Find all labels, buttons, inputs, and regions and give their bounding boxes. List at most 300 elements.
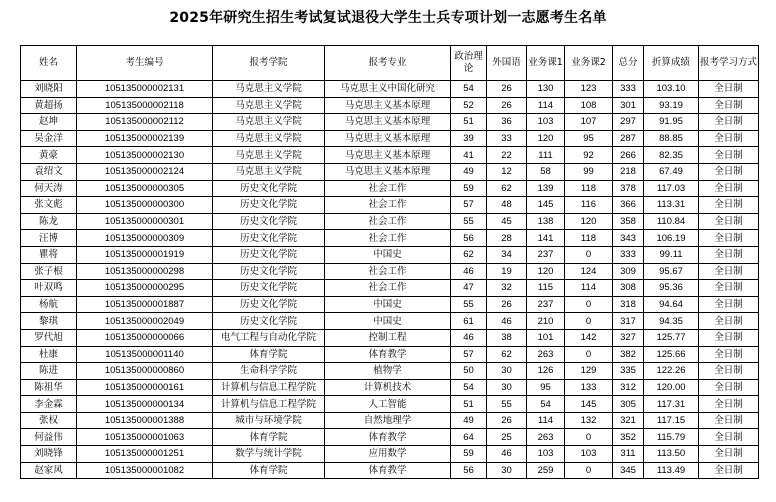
cell-study-mode: 全日制 [699,396,759,413]
cell-politics: 41 [451,147,487,164]
table-row [21,446,759,463]
cell-course-2: 142 [565,329,613,346]
cell-study-mode: 全日制 [699,197,759,214]
cell-name: 陈进 [21,363,77,380]
cell-study-mode: 全日制 [699,114,759,131]
cell-converted-score: 117.15 [644,412,699,429]
cell-name: 赵坤 [21,114,77,131]
table-row [21,429,759,446]
cell-course-2: 95 [565,130,613,147]
cell-politics: 62 [451,246,487,263]
cell-converted-score: 95.36 [644,280,699,297]
cell-major: 社会工作 [325,263,451,280]
cell-converted-score: 67.49 [644,163,699,180]
cell-major: 植物学 [325,363,451,380]
cell-exam-id: 105135000000860 [77,363,213,380]
table-row [21,97,759,114]
cell-name: 张文彪 [21,197,77,214]
cell-course-1: 138 [527,213,565,230]
table-row [21,230,759,247]
table-row [21,180,759,197]
cell-course-2: 92 [565,147,613,164]
cell-politics: 50 [451,363,487,380]
cell-major: 中国史 [325,246,451,263]
cell-study-mode: 全日制 [699,213,759,230]
cell-foreign-language: 55 [487,396,527,413]
cell-course-1: 126 [527,363,565,380]
table-row [21,147,759,164]
cell-major: 人工智能 [325,396,451,413]
cell-foreign-language: 32 [487,280,527,297]
cell-course-1: 210 [527,313,565,330]
cell-course-2: 0 [565,462,613,479]
cell-course-2: 114 [565,280,613,297]
cell-foreign-language: 19 [487,263,527,280]
cell-name: 刘晓锋 [21,446,77,463]
header-total: 总分 [613,46,644,81]
cell-college: 历史文化学院 [213,280,325,297]
cell-college: 城市与环境学院 [213,412,325,429]
cell-foreign-language: 46 [487,446,527,463]
cell-course-2: 124 [565,263,613,280]
cell-converted-score: 110.84 [644,213,699,230]
cell-foreign-language: 12 [487,163,527,180]
cell-college: 马克思主义学院 [213,163,325,180]
cell-college: 马克思主义学院 [213,81,325,98]
cell-study-mode: 全日制 [699,81,759,98]
header-course-1: 业务课1 [527,46,565,81]
table-body [21,81,759,479]
cell-major: 中国史 [325,296,451,313]
cell-college: 历史文化学院 [213,246,325,263]
header-name: 姓名 [21,46,77,81]
table-row [21,363,759,380]
cell-total: 287 [613,130,644,147]
cell-course-1: 114 [527,97,565,114]
table-row [21,197,759,214]
cell-exam-id: 105135000001919 [77,246,213,263]
cell-converted-score: 115.79 [644,429,699,446]
cell-converted-score: 125.77 [644,329,699,346]
cell-study-mode: 全日制 [699,296,759,313]
cell-study-mode: 全日制 [699,462,759,479]
cell-converted-score: 113.49 [644,462,699,479]
cell-total: 327 [613,329,644,346]
cell-major: 社会工作 [325,280,451,297]
cell-name: 杜康 [21,346,77,363]
cell-study-mode: 全日制 [699,147,759,164]
cell-total: 297 [613,114,644,131]
cell-foreign-language: 25 [487,429,527,446]
cell-foreign-language: 62 [487,346,527,363]
cell-college: 体育学院 [213,346,325,363]
cell-politics: 56 [451,230,487,247]
cell-course-1: 58 [527,163,565,180]
cell-study-mode: 全日制 [699,313,759,330]
cell-course-1: 111 [527,147,565,164]
table-row [21,114,759,131]
cell-foreign-language: 62 [487,180,527,197]
table-header-row [21,46,759,81]
cell-course-2: 129 [565,363,613,380]
cell-name: 何益伟 [21,429,77,446]
cell-total: 309 [613,263,644,280]
cell-politics: 49 [451,412,487,429]
cell-exam-id: 105135000000301 [77,213,213,230]
table-row [21,280,759,297]
cell-converted-score: 94.64 [644,296,699,313]
table-row [21,296,759,313]
cell-politics: 55 [451,296,487,313]
cell-politics: 47 [451,280,487,297]
cell-name: 李金霖 [21,396,77,413]
header-major: 报考专业 [325,46,451,81]
cell-total: 312 [613,379,644,396]
cell-foreign-language: 28 [487,230,527,247]
cell-total: 266 [613,147,644,164]
cell-study-mode: 全日制 [699,130,759,147]
cell-exam-id: 105135000002124 [77,163,213,180]
cell-course-1: 101 [527,329,565,346]
cell-foreign-language: 26 [487,81,527,98]
cell-study-mode: 全日制 [699,246,759,263]
cell-exam-id: 105135000001082 [77,462,213,479]
cell-study-mode: 全日制 [699,429,759,446]
cell-name: 袁绍文 [21,163,77,180]
cell-study-mode: 全日制 [699,329,759,346]
cell-converted-score: 82.35 [644,147,699,164]
cell-exam-id: 105135000000161 [77,379,213,396]
cell-course-1: 54 [527,396,565,413]
cell-total: 352 [613,429,644,446]
cell-total: 378 [613,180,644,197]
cell-course-1: 95 [527,379,565,396]
cell-major: 社会工作 [325,180,451,197]
cell-exam-id: 105135000000066 [77,329,213,346]
header-politics: 政治理论 [451,46,487,81]
cell-course-1: 237 [527,296,565,313]
table-row [21,396,759,413]
cell-foreign-language: 33 [487,130,527,147]
cell-exam-id: 105135000001251 [77,446,213,463]
cell-study-mode: 全日制 [699,180,759,197]
cell-college: 体育学院 [213,429,325,446]
cell-exam-id: 105135000000309 [77,230,213,247]
cell-exam-id: 105135000000305 [77,180,213,197]
cell-foreign-language: 30 [487,462,527,479]
cell-course-1: 115 [527,280,565,297]
cell-total: 318 [613,296,644,313]
cell-course-2: 118 [565,180,613,197]
cell-exam-id: 105135000001140 [77,346,213,363]
cell-major: 马克思主义中国化研究 [325,81,451,98]
cell-politics: 46 [451,263,487,280]
cell-politics: 64 [451,429,487,446]
cell-course-1: 130 [527,81,565,98]
cell-name: 黄豪 [21,147,77,164]
cell-exam-id: 105135000001063 [77,429,213,446]
cell-name: 张权 [21,412,77,429]
cell-study-mode: 全日制 [699,379,759,396]
cell-course-2: 107 [565,114,613,131]
cell-converted-score: 117.31 [644,396,699,413]
header-college: 报考学院 [213,46,325,81]
cell-college: 马克思主义学院 [213,97,325,114]
cell-name: 汪博 [21,230,77,247]
cell-total: 218 [613,163,644,180]
cell-course-2: 103 [565,446,613,463]
cell-politics: 51 [451,114,487,131]
cell-foreign-language: 48 [487,197,527,214]
cell-converted-score: 94.35 [644,313,699,330]
table-row [21,412,759,429]
cell-exam-id: 105135000002130 [77,147,213,164]
cell-converted-score: 106.19 [644,230,699,247]
cell-major: 中国史 [325,313,451,330]
cell-major: 控制工程 [325,329,451,346]
cell-course-1: 263 [527,429,565,446]
cell-politics: 57 [451,197,487,214]
cell-course-1: 145 [527,197,565,214]
cell-politics: 57 [451,346,487,363]
cell-course-1: 259 [527,462,565,479]
cell-study-mode: 全日制 [699,97,759,114]
cell-college: 历史文化学院 [213,230,325,247]
header-course-2: 业务课2 [565,46,613,81]
cell-course-1: 237 [527,246,565,263]
cell-total: 321 [613,412,644,429]
cell-course-1: 120 [527,130,565,147]
cell-study-mode: 全日制 [699,263,759,280]
cell-major: 马克思主义基本原理 [325,163,451,180]
cell-major: 马克思主义基本原理 [325,114,451,131]
cell-politics: 49 [451,163,487,180]
cell-name: 杨航 [21,296,77,313]
cell-politics: 39 [451,130,487,147]
cell-name: 刘晓阳 [21,81,77,98]
cell-total: 343 [613,230,644,247]
cell-foreign-language: 38 [487,329,527,346]
cell-total: 358 [613,213,644,230]
cell-converted-score: 99.11 [644,246,699,263]
cell-college: 历史文化学院 [213,197,325,214]
cell-college: 历史文化学院 [213,313,325,330]
cell-course-2: 116 [565,197,613,214]
cell-converted-score: 117.03 [644,180,699,197]
cell-foreign-language: 46 [487,313,527,330]
cell-politics: 46 [451,329,487,346]
cell-converted-score: 93.19 [644,97,699,114]
cell-politics: 54 [451,81,487,98]
cell-exam-id: 105135000002049 [77,313,213,330]
cell-name: 黎琪 [21,313,77,330]
cell-study-mode: 全日制 [699,163,759,180]
cell-name: 吴金洋 [21,130,77,147]
page-title: 2025年研究生招生考试复试退役大学生士兵专项计划一志愿考生名单 [169,10,607,26]
header-study-mode: 报考学习方式 [699,46,759,81]
cell-foreign-language: 36 [487,114,527,131]
cell-politics: 54 [451,379,487,396]
cell-course-2: 123 [565,81,613,98]
cell-converted-score: 113.50 [644,446,699,463]
cell-total: 305 [613,396,644,413]
cell-college: 生命科学学院 [213,363,325,380]
table-row [21,246,759,263]
table-row [21,346,759,363]
cell-major: 计算机技术 [325,379,451,396]
cell-politics: 52 [451,97,487,114]
cell-major: 马克思主义基本原理 [325,130,451,147]
cell-college: 历史文化学院 [213,296,325,313]
cell-course-2: 0 [565,429,613,446]
cell-exam-id: 105135000002118 [77,97,213,114]
cell-exam-id: 105135000000298 [77,263,213,280]
cell-foreign-language: 26 [487,412,527,429]
cell-major: 应用数学 [325,446,451,463]
cell-politics: 56 [451,462,487,479]
cell-foreign-language: 26 [487,97,527,114]
cell-college: 马克思主义学院 [213,114,325,131]
cell-total: 366 [613,197,644,214]
header-foreign-language: 外国语 [487,46,527,81]
cell-college: 计算机与信息工程学院 [213,379,325,396]
cell-study-mode: 全日制 [699,280,759,297]
cell-study-mode: 全日制 [699,346,759,363]
cell-exam-id: 105135000001887 [77,296,213,313]
cell-converted-score: 91.95 [644,114,699,131]
cell-exam-id: 105135000002131 [77,81,213,98]
cell-college: 计算机与信息工程学院 [213,396,325,413]
cell-major: 体育教学 [325,429,451,446]
cell-exam-id: 105135000000295 [77,280,213,297]
cell-name: 罗代旭 [21,329,77,346]
cell-course-2: 0 [565,346,613,363]
cell-course-2: 132 [565,412,613,429]
cell-college: 体育学院 [213,462,325,479]
cell-course-2: 133 [565,379,613,396]
cell-major: 马克思主义基本原理 [325,97,451,114]
cell-course-1: 114 [527,412,565,429]
cell-name: 瞿将 [21,246,77,263]
cell-course-2: 120 [565,213,613,230]
cell-course-2: 118 [565,230,613,247]
cell-major: 马克思主义基本原理 [325,147,451,164]
cell-converted-score: 95.67 [644,263,699,280]
cell-college: 马克思主义学院 [213,147,325,164]
cell-converted-score: 122.26 [644,363,699,380]
cell-name: 何天涛 [21,180,77,197]
header-exam-id: 考生编号 [77,46,213,81]
cell-total: 301 [613,97,644,114]
cell-total: 382 [613,346,644,363]
cell-college: 电气工程与自动化学院 [213,329,325,346]
cell-course-1: 103 [527,446,565,463]
cell-foreign-language: 45 [487,213,527,230]
cell-exam-id: 105135000002112 [77,114,213,131]
cell-course-2: 145 [565,396,613,413]
cell-name: 黄超扬 [21,97,77,114]
cell-name: 张子根 [21,263,77,280]
cell-politics: 61 [451,313,487,330]
cell-course-1: 103 [527,114,565,131]
cell-total: 335 [613,363,644,380]
cell-total: 311 [613,446,644,463]
cell-converted-score: 125.66 [644,346,699,363]
cell-course-2: 0 [565,296,613,313]
cell-course-1: 120 [527,263,565,280]
cell-college: 历史文化学院 [213,180,325,197]
cell-politics: 59 [451,180,487,197]
cell-major: 社会工作 [325,230,451,247]
cell-college: 数学与统计学院 [213,446,325,463]
cell-name: 赵家风 [21,462,77,479]
cell-course-1: 263 [527,346,565,363]
cell-college: 历史文化学院 [213,213,325,230]
cell-study-mode: 全日制 [699,363,759,380]
cell-major: 体育教学 [325,346,451,363]
cell-foreign-language: 34 [487,246,527,263]
cell-study-mode: 全日制 [699,230,759,247]
cell-total: 317 [613,313,644,330]
header-converted-score: 折算成绩 [644,46,699,81]
cell-converted-score: 88.85 [644,130,699,147]
cell-total: 333 [613,81,644,98]
cell-politics: 59 [451,446,487,463]
cell-foreign-language: 26 [487,296,527,313]
cell-total: 308 [613,280,644,297]
cell-major: 体育教学 [325,462,451,479]
cell-name: 叶双鸣 [21,280,77,297]
cell-foreign-language: 30 [487,363,527,380]
cell-foreign-language: 30 [487,379,527,396]
cell-politics: 55 [451,213,487,230]
cell-major: 自然地理学 [325,412,451,429]
cell-exam-id: 105135000000134 [77,396,213,413]
cell-politics: 51 [451,396,487,413]
table-row [21,462,759,479]
cell-course-2: 0 [565,246,613,263]
cell-exam-id: 105135000001388 [77,412,213,429]
cell-major: 社会工作 [325,213,451,230]
cell-exam-id: 105135000000300 [77,197,213,214]
cell-course-2: 108 [565,97,613,114]
cell-course-2: 0 [565,313,613,330]
cell-foreign-language: 22 [487,147,527,164]
cell-converted-score: 120.00 [644,379,699,396]
cell-college: 马克思主义学院 [213,130,325,147]
cell-exam-id: 105135000002139 [77,130,213,147]
table-row [21,130,759,147]
cell-study-mode: 全日制 [699,446,759,463]
cell-college: 历史文化学院 [213,263,325,280]
cell-total: 333 [613,246,644,263]
cell-major: 社会工作 [325,197,451,214]
cell-study-mode: 全日制 [699,412,759,429]
table-row [21,213,759,230]
cell-converted-score: 113.31 [644,197,699,214]
table-row [21,263,759,280]
cell-converted-score: 103.10 [644,81,699,98]
cell-name: 陈祖华 [21,379,77,396]
cell-course-1: 141 [527,230,565,247]
table-row [21,163,759,180]
table-row [21,313,759,330]
cell-course-2: 99 [565,163,613,180]
table-row [21,379,759,396]
cell-name: 陈龙 [21,213,77,230]
table-row [21,329,759,346]
candidate-table [20,45,759,479]
